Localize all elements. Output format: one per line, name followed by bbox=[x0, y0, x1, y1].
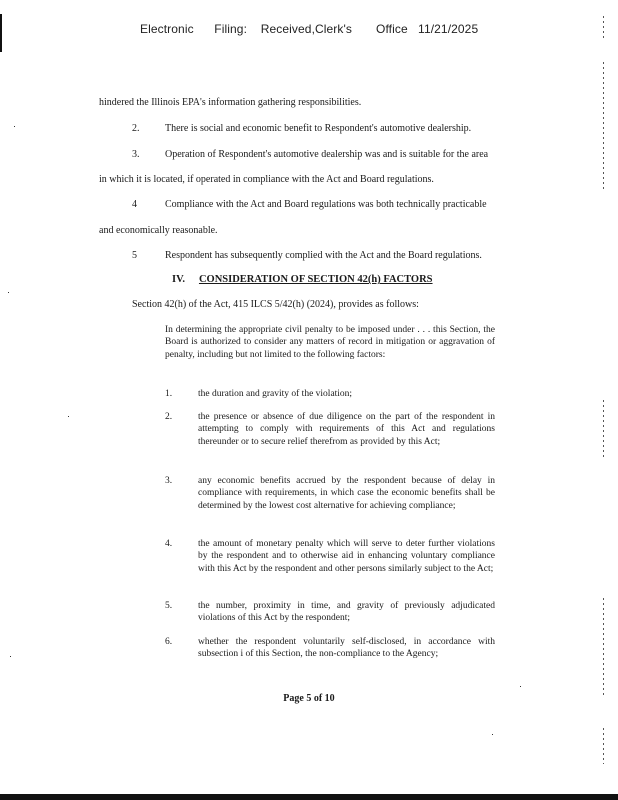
section-heading bbox=[172, 274, 433, 285]
scan-margin-line bbox=[603, 598, 604, 698]
item-number: 5 bbox=[132, 250, 137, 261]
item-number: 2. bbox=[132, 123, 140, 134]
section-title: CONSIDERATION OF SECTION 42(h) FACTORS bbox=[198, 274, 433, 285]
factor-text: any economic benefits accrued by the respondent because of delay in compliance with requirements, in which case the economic benefits shall be determined by the lowest cost alternative for achieving compliance; bbox=[198, 476, 495, 511]
scan-margin-line bbox=[603, 16, 604, 40]
item-text: Operation of Respondent's automotive dealership was and is suitable for the area bbox=[165, 149, 489, 160]
scan-margin-line bbox=[603, 62, 604, 192]
factor-number: 6. bbox=[165, 637, 173, 647]
factor-text: the amount of monetary penalty which will serve to deter further violations by the respondent and to otherwise aid in enhancing voluntary compliance with this Act by the respondent and other persons similarly subject to the Act; bbox=[198, 539, 495, 574]
scan-margin-line bbox=[603, 728, 604, 764]
scan-bottom-edge bbox=[0, 794, 618, 800]
filing-stamp: Electronic Filing: Received,Clerk's Office 11/21/2025 bbox=[140, 22, 479, 36]
scan-margin-line bbox=[603, 400, 604, 460]
page-number: Page 5 of 10 bbox=[283, 693, 335, 704]
factor-text: whether the respondent voluntarily self-disclosed, in accordance with subsection i of this Section, the non-compliance to the Agency; bbox=[198, 637, 495, 660]
item-text: Respondent has subsequently complied with the Act and the Board regulations. bbox=[165, 250, 482, 261]
item-number: 4 bbox=[132, 199, 137, 210]
factor-number: 5. bbox=[165, 601, 173, 611]
scan-speck bbox=[8, 292, 9, 293]
item-text: and economically reasonable. bbox=[99, 225, 218, 236]
factor-number: 3. bbox=[165, 476, 173, 486]
factor-text: the presence or absence of due diligence on the part of the respondent in attempting to comply with requirements of this Act and regulations thereunder or to secure relief therefrom as provided by this Act; bbox=[198, 412, 495, 447]
scan-edge-mark bbox=[0, 14, 2, 52]
factor-number: 4. bbox=[165, 539, 173, 549]
factor-text: the duration and gravity of the violation; bbox=[198, 389, 353, 399]
factor-number: 1. bbox=[165, 389, 173, 399]
section-numeral: IV. bbox=[172, 274, 185, 285]
scan-speck bbox=[10, 656, 11, 657]
section-intro: Section 42(h) of the Act, 415 ILCS 5/42(h) (2024), provides as follows: bbox=[132, 299, 419, 310]
item-text: in which it is located, if operated in compliance with the Act and Board regulations. bbox=[99, 174, 434, 185]
item-text: Compliance with the Act and Board regulations was both technically practicable bbox=[165, 199, 487, 210]
scan-speck bbox=[520, 686, 521, 687]
scan-speck bbox=[68, 416, 69, 417]
scan-speck bbox=[14, 126, 15, 127]
item-text: There is social and economic benefit to Respondent's automotive dealership. bbox=[165, 123, 472, 134]
factor-text: the number, proximity in time, and gravity of previously adjudicated violations of this Act by the respondent; bbox=[198, 601, 495, 624]
continuation-line: hindered the Illinois EPA's information gathering responsibilities. bbox=[99, 97, 362, 108]
item-number: 3. bbox=[132, 149, 140, 160]
statute-quote: In determining the appropriate civil penalty to be imposed under . . . this Section, the Board is authorized to consider any matters of record in mitigation or aggravation of penalty, including but not limited to the following factors: bbox=[165, 325, 495, 360]
factor-number: 2. bbox=[165, 412, 173, 422]
scan-speck bbox=[492, 734, 493, 735]
